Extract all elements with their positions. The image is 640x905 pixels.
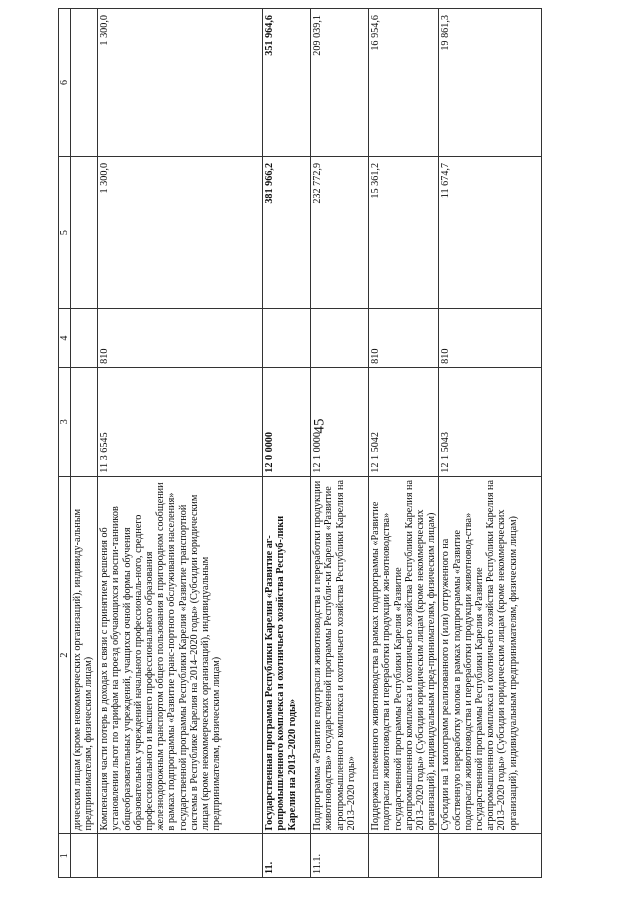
row-code: 11 3 6545 — [98, 367, 263, 476]
table-header-row — [59, 9, 71, 878]
header-cell: 2 — [59, 476, 71, 834]
row-kvr: 810 — [439, 309, 542, 367]
row-kvr — [263, 309, 311, 367]
row-code: 12 0 0000 — [263, 367, 311, 476]
row-value-6: 16 954,6 — [369, 9, 439, 157]
row-kvr — [311, 309, 369, 367]
row-value-5: 11 674,7 — [439, 156, 542, 308]
row-description: Подпрограмма «Развитие подотрасли животноводства и переработки продукции животноводства» государственной программы Республи-ки Карелия «Развитие агропромышленного комплекса и охотничьего хозяйства Республики Карелия на 2013–2020 годы» — [311, 476, 369, 834]
row-number — [439, 834, 542, 878]
row-value-6: 209 039,1 — [311, 9, 369, 157]
budget-table — [58, 8, 542, 878]
row-description: Поддержка племенного животноводства в рамках подпрограммы «Развитие подотрасли животноводства и переработки продукции жи-вотноводства» государственной программы Республики Карелия «Развитие агропромышленного комплекса и охотничьего хозяйства Республики Карелия на 2013–2020 годы» (Субсидии юридическим лицам (кроме некоммерческих организаций), индивидуальным пред-принимателям, физическим лицам) — [369, 476, 439, 834]
page-number-text: 45 — [311, 418, 328, 434]
table-row — [311, 9, 369, 878]
row-value-6: 1 300,0 — [98, 9, 263, 157]
row-value-5: 381 966,2 — [263, 156, 311, 308]
row-code: 12 1 5042 — [369, 367, 439, 476]
table-row — [263, 9, 311, 878]
row-description: дическим лицам (кроме некоммерческих организаций), индивиду-альным предпринимателям, физическим лицам) — [71, 476, 98, 834]
table-row — [98, 9, 263, 878]
row-number: 11.1. — [311, 834, 369, 878]
rotated-table-wrapper — [58, 8, 603, 878]
row-number — [369, 834, 439, 878]
row-description: Субсидии на 1 килограмм реализованного и (или) отгруженного на собственную переработку молока в рамках подпрограммы «Развитие подотрасли животноводства и переработки продукции животновод-ства» государственной программы Республики Карелия «Развитие агропромышленного комплекса и охотничьего хозяйства Республики Карелия на 2013–2020 годы» (Субсидии юридическим лицам (кроме некоммерческих организаций), индивидуальным предпринимателям, физическим лицам) — [439, 476, 542, 834]
row-description: Государственная программа Республики Карелия «Развитие аг-ропромышленного комплекса и охотничьего хозяйства Респуб-лики Карелия на 2013–2020 годы» — [263, 476, 311, 834]
table-row — [71, 9, 98, 878]
row-number — [98, 834, 263, 878]
header-cell: 6 — [59, 9, 71, 157]
row-code — [71, 367, 98, 476]
row-value-6: 19 861,3 — [439, 9, 542, 157]
row-value-6: 351 964,6 — [263, 9, 311, 157]
row-kvr — [71, 309, 98, 367]
header-cell: 3 — [59, 367, 71, 476]
row-value-5: 15 361,2 — [369, 156, 439, 308]
row-value-5: 1 300,0 — [98, 156, 263, 308]
header-cell: 1 — [59, 834, 71, 878]
row-number — [71, 834, 98, 878]
row-value-5 — [71, 156, 98, 308]
row-number: 11. — [263, 834, 311, 878]
row-value-5: 232 772,9 — [311, 156, 369, 308]
row-description: Компенсация части потерь в доходах в связи с принятием решения об установлении льгот по тарифам на проезд обучающихся и воспи-танников общеобразовательных учреждений, учащихся очной формы обучения образовательных учреждений начального профессиональ-ного, среднего профессионального и высшего профессионального образования железнодорожным транспортом общего пользования в пригородном сообщении в рамках подпрограммы «Развитие транс-портного обслуживания населения» государственной программы Республики Карелия «Развитие транспортной системы в Республике Карелия на 2014–2020 годы» (Субсидии юридическим лицам (кроме некоммерческих организаций), индивидуальным предпринимателям, физическим лицам) — [98, 476, 263, 834]
header-cell: 5 — [59, 156, 71, 308]
table-row — [369, 9, 439, 878]
row-value-6 — [71, 9, 98, 157]
row-code: 12 1 0000 — [311, 367, 369, 476]
table-row — [439, 9, 542, 878]
row-kvr: 810 — [369, 309, 439, 367]
header-cell: 4 — [59, 309, 71, 367]
row-code: 12 1 5043 — [439, 367, 542, 476]
row-kvr: 810 — [98, 309, 263, 367]
